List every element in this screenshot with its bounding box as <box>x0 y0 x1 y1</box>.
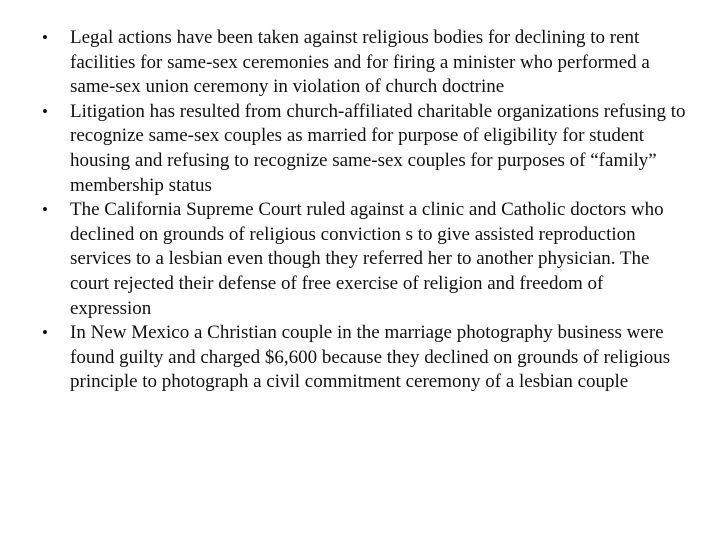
bullet-item-4 <box>38 321 688 395</box>
bullet-item-2 <box>38 100 688 198</box>
bullet-text: In New Mexico a Christian couple in the marriage photography business were found guilty and charged $6,600 because they declined on grounds of religious principle to photograph a civil commitment ceremony of a lesbian couple <box>70 322 671 393</box>
bullet-text: Legal actions have been taken against religious bodies for declining to rent facilities for same-sex ceremonies and for firing a minister who performed a same-sex union ceremony in violation of church doctrine <box>70 27 650 98</box>
bullet-list <box>38 26 688 395</box>
bullet-text: Litigation has resulted from church-affiliated charitable organizations refusing to recognize same-sex couples as married for purpose of eligibility for student housing and refusing to recognize same-sex couples for purposes of “family” membership status <box>70 100 686 196</box>
bullet-marker: • <box>42 101 48 121</box>
bullet-marker: • <box>42 28 48 47</box>
bullet-item-3 <box>38 198 688 321</box>
bullet-marker: • <box>42 200 48 220</box>
bullet-item-1 <box>38 26 688 100</box>
bullet-marker: • <box>42 323 48 343</box>
bullet-text: The California Supreme Court ruled against a clinic and Catholic doctors who declined on grounds of religious conviction s to give assisted reproduction services to a lesbian even though they referred her to another physician. The court rejected their defense of free exercise of religion and freedom of expression <box>70 199 664 319</box>
